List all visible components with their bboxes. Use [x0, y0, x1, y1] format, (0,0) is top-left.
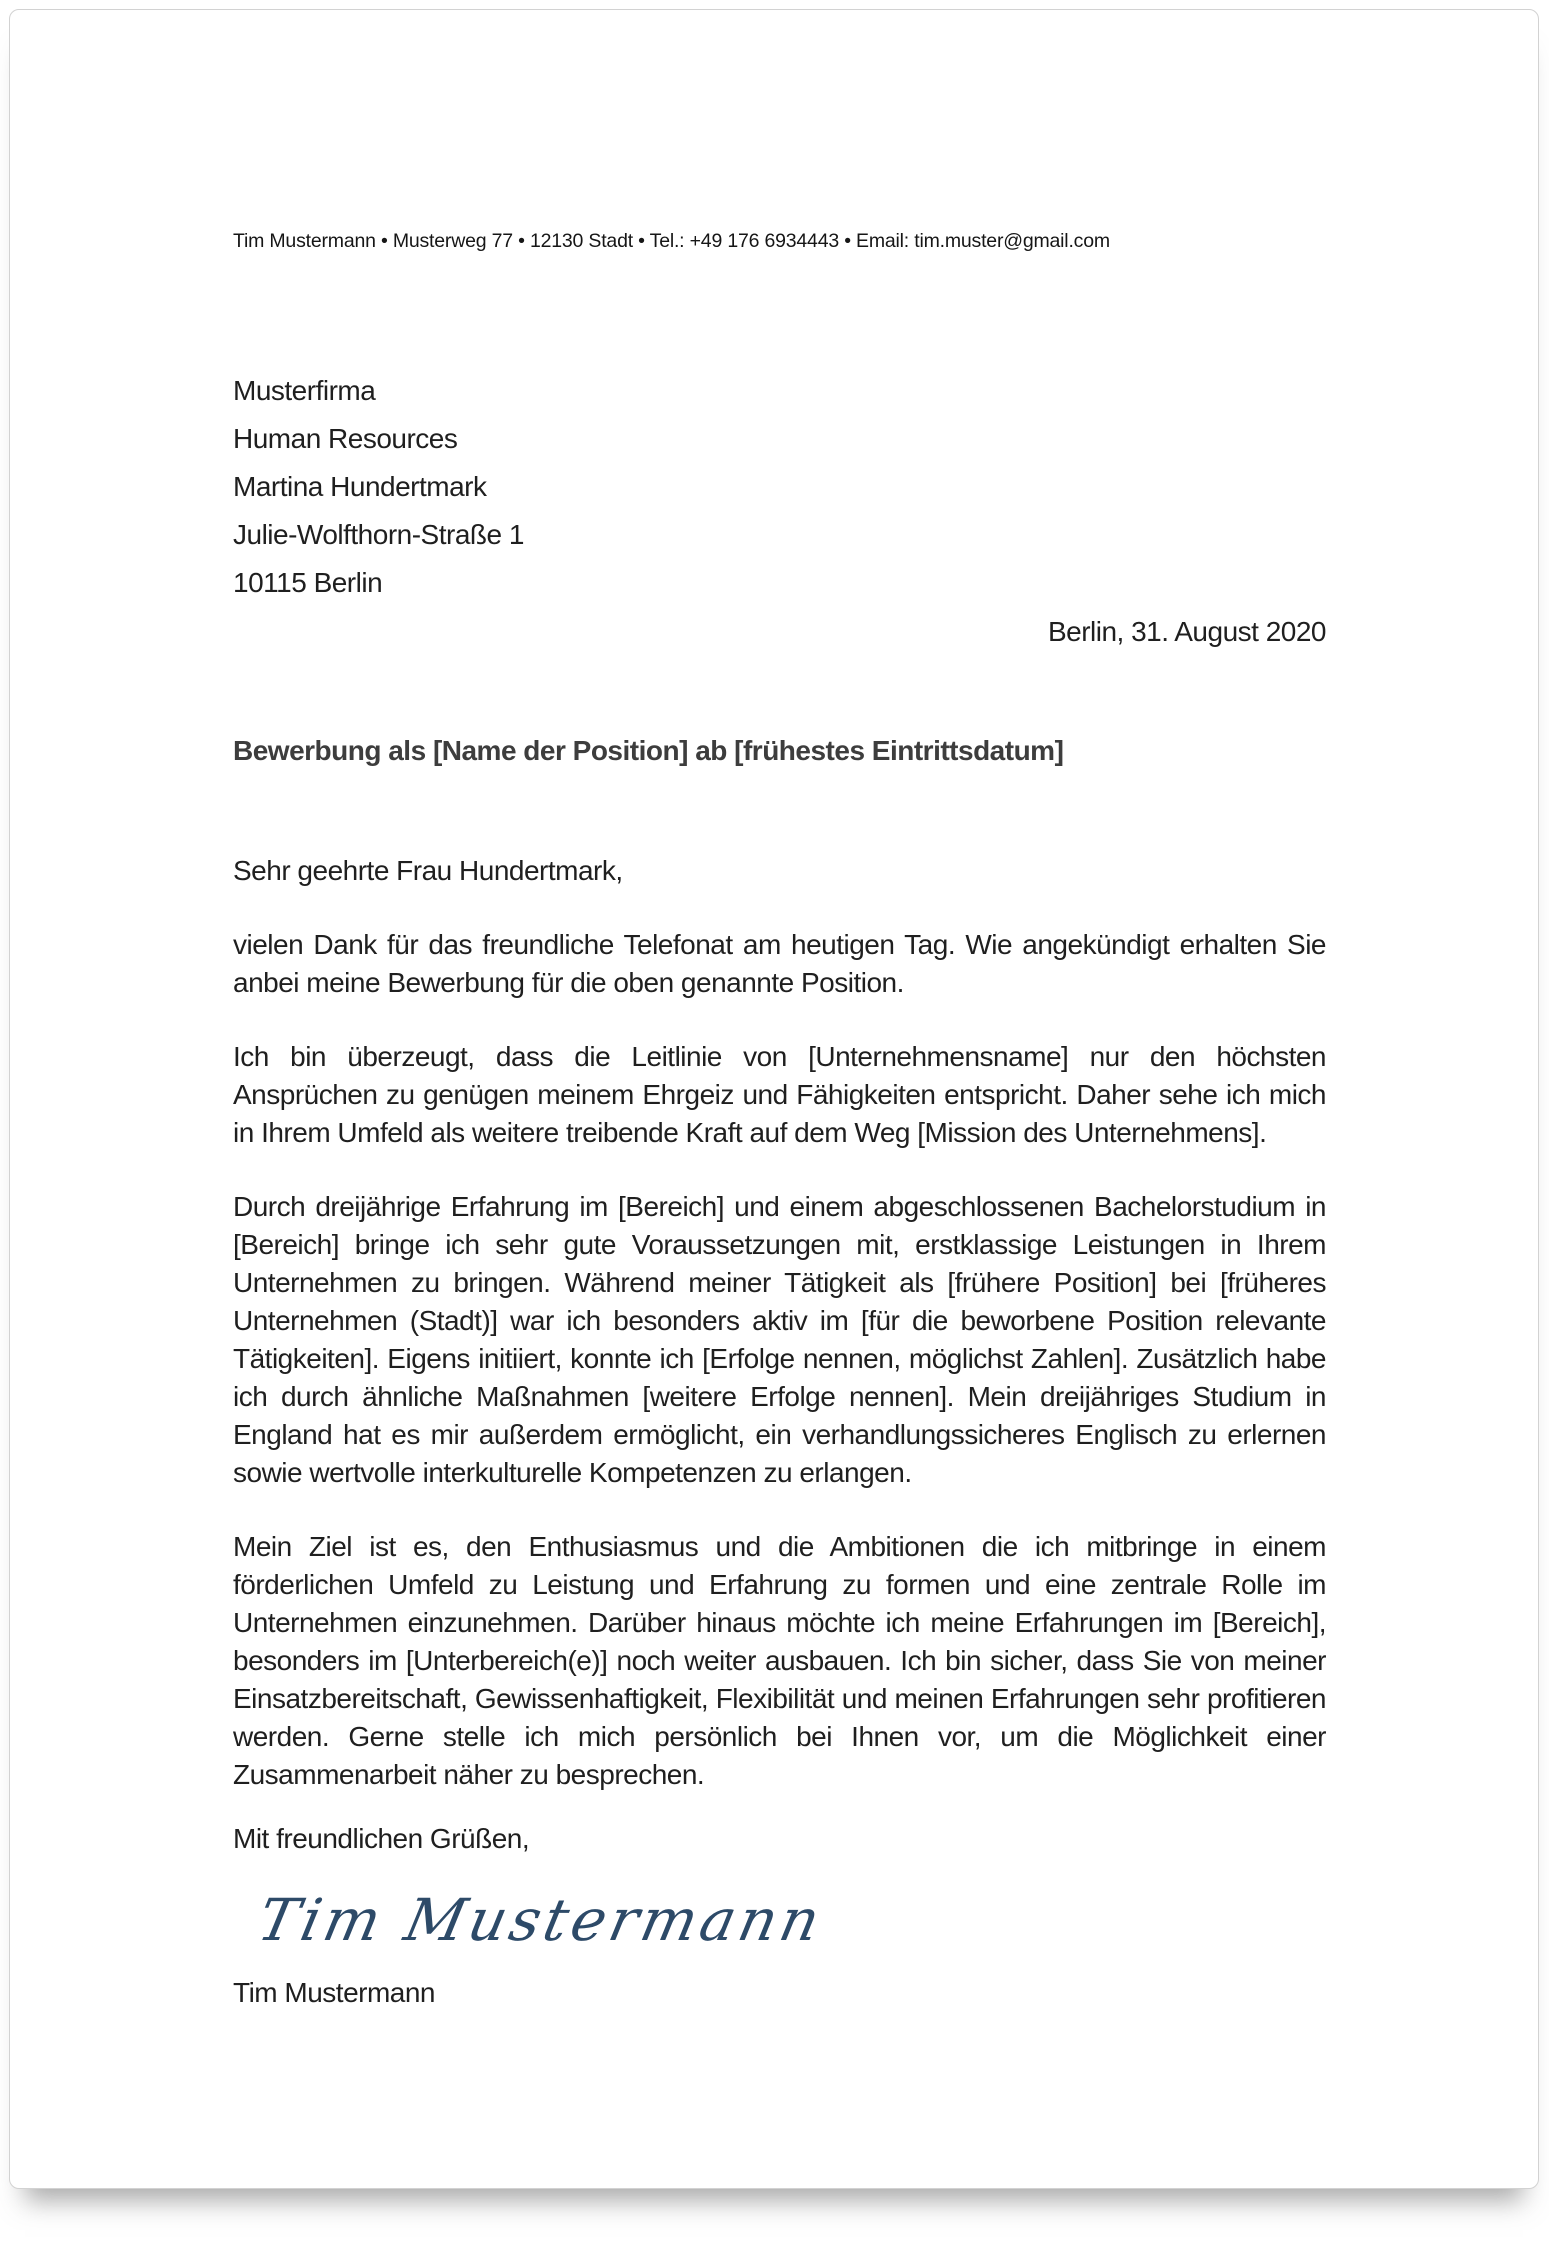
- sender-contact-line: Tim Mustermann • Musterweg 77 • 12130 Stadt • Tel.: +49 176 6934443 • Email: tim.muster@gmail.com: [233, 230, 1110, 252]
- body-paragraph-1: vielen Dank für das freundliche Telefonat am heutigen Tag. Wie angekündigt erhalten Sie anbei meine Bewerbung für die oben genannte Position.: [233, 929, 1326, 998]
- letter-page: [9, 9, 1539, 2189]
- recipient-department: Human Resources: [233, 423, 458, 454]
- recipient-company: Musterfirma: [233, 375, 376, 406]
- body-paragraph-2: Ich bin überzeugt, dass die Leitlinie von [Unternehmensname] nur den höchsten Ansprüchen zu genügen meinem Ehrgeiz und Fähigkeiten entspricht. Daher sehe ich mich in Ihrem Umfeld als weitere treibende Kraft auf dem Weg [Mission des Unternehmens].: [233, 1041, 1326, 1148]
- signature-printed-name: Tim Mustermann: [233, 1977, 436, 2008]
- body-paragraph-3: Durch dreijährige Erfahrung im [Bereich] und einem abgeschlossenen Bachelorstudium in [Bereich] bringe ich sehr gute Voraussetzungen mit, erstklassige Leistungen in Ihrem Unternehmen zu bringen. Während meiner Tätigkeit als [frühere Position] bei [früheres Unternehmen (Stadt)] war ich besonders aktiv im [für die beworbene Position relevante Tätigkeiten]. Eigens initiiert, konnte ich [Erfolge nennen, möglichst Zahlen]. Zusätzlich habe ich durch ähnliche Maßnahmen [weitere Erfolge nennen]. Mein dreijähriges Studium in England hat es mir außerdem ermöglicht, ein verhandlungssicheres Englisch zu erlernen sowie wertvolle interkulturelle Kompetenzen zu erlangen.: [233, 1191, 1326, 1488]
- subject-line: Bewerbung als [Name der Position] ab [frühestes Eintrittsdatum]: [233, 735, 1064, 766]
- closing-phrase: Mit freundlichen Grüßen,: [233, 1823, 530, 1854]
- recipient-contact: Martina Hundertmark: [233, 471, 487, 502]
- body-paragraph-4: Mein Ziel ist es, den Enthusiasmus und die Ambitionen die ich mitbringe in einem förderlichen Umfeld zu Leistung und Erfahrung zu formen und eine zentrale Rolle im Unternehmen einzunehmen. Darüber hinaus möchte ich meine Erfahrungen im [Bereich], besonders im [Unterbereich(e)] noch weiter ausbauen. Ich bin sicher, dass Sie von meiner Einsatzbereitschaft, Gewissenhaftigkeit, Flexibilität und meinen Erfahrungen sehr profitieren werden. Gerne stelle ich mich persönlich bei Ihnen vor, um die Möglichkeit einer Zusammenarbeit näher zu besprechen.: [233, 1531, 1326, 1790]
- recipient-address-block: [233, 367, 1326, 607]
- signature-handwritten: Tim Mustermann: [252, 1886, 830, 1954]
- letter-content: [10, 10, 1538, 2012]
- date-line: Berlin, 31. August 2020: [1047, 616, 1326, 647]
- recipient-street: Julie-Wolfthorn-Straße 1: [233, 519, 524, 550]
- recipient-city: 10115 Berlin: [233, 567, 383, 598]
- salutation: Sehr geehrte Frau Hundertmark,: [233, 855, 623, 886]
